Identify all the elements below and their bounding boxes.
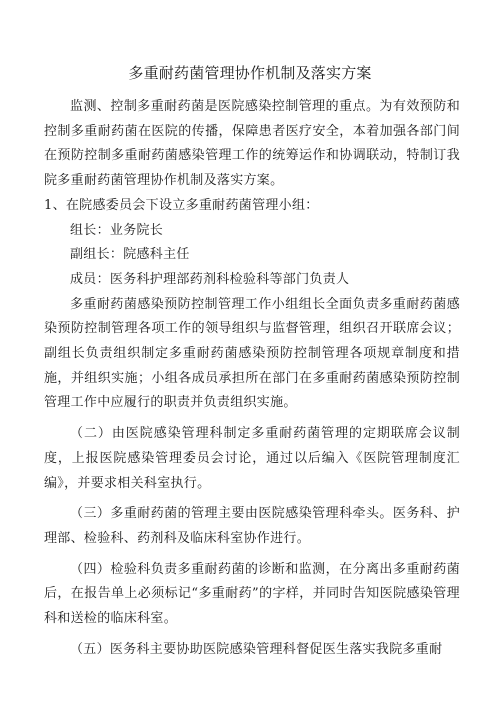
deputy-line: 副组长：院感科主任 <box>70 247 190 263</box>
item1-heading: 1、在院感委员会下设立多重耐药菌管理小组： <box>44 197 319 213</box>
intro-paragraph: 监测、控制多重耐药菌是医院感染控制管理的重点。为有效预防和控制多重耐药菌在医院的传播，保障患者医疗安全，本着加强各部门间在预防控制多重耐药菌感染管理工作的统筹运作和协调联动，特制订我院多重耐药菌管理协作机制及落实方案。 <box>44 99 460 189</box>
item5-paragraph: （五）医务科主要协助医院感染管理科督促医生落实我院多重耐 <box>70 641 443 657</box>
document-title: 多重耐药菌管理协作机制及落实方案 <box>128 64 372 82</box>
duties-paragraph: 多重耐药菌感染预防控制管理工作小组组长全面负责多重耐药菌感染预防控制管理各项工作的领导组织与监督管理，组织召开联席会议；副组长负责组织制定多重耐药菌感染预防控制管理各项规章制度和措施，并组织实施；小组各成员承担所在部门在多重耐药菌感染预防控制管理工作中应履行的职责并负责组织实施。 <box>44 296 460 411</box>
item2-paragraph: （二）由医院感染管理科制定多重耐药菌管理的定期联席会议制度，上报医院感染管理委员会讨论，通过以后编入《医院管理制度汇编》，并要求相关科室执行。 <box>44 426 460 491</box>
members-line: 成员：医务科护理部药剂科检验科等部门负责人 <box>70 271 350 287</box>
document-body <box>44 95 460 662</box>
item3-paragraph: （三）多重耐药菌的管理主要由医院感染管理科牵头。医务科、护理部、检验科、药剂科及临床科室协作进行。 <box>44 506 460 546</box>
leader-line: 组长：业务院长 <box>70 222 164 238</box>
item4-paragraph: （四）检验科负责多重耐药菌的诊断和监测，在分离出多重耐药菌后，在报告单上必须标记“多重耐药”的字样，并同时告知医院感染管理科和送检的临床科室。 <box>44 561 460 627</box>
